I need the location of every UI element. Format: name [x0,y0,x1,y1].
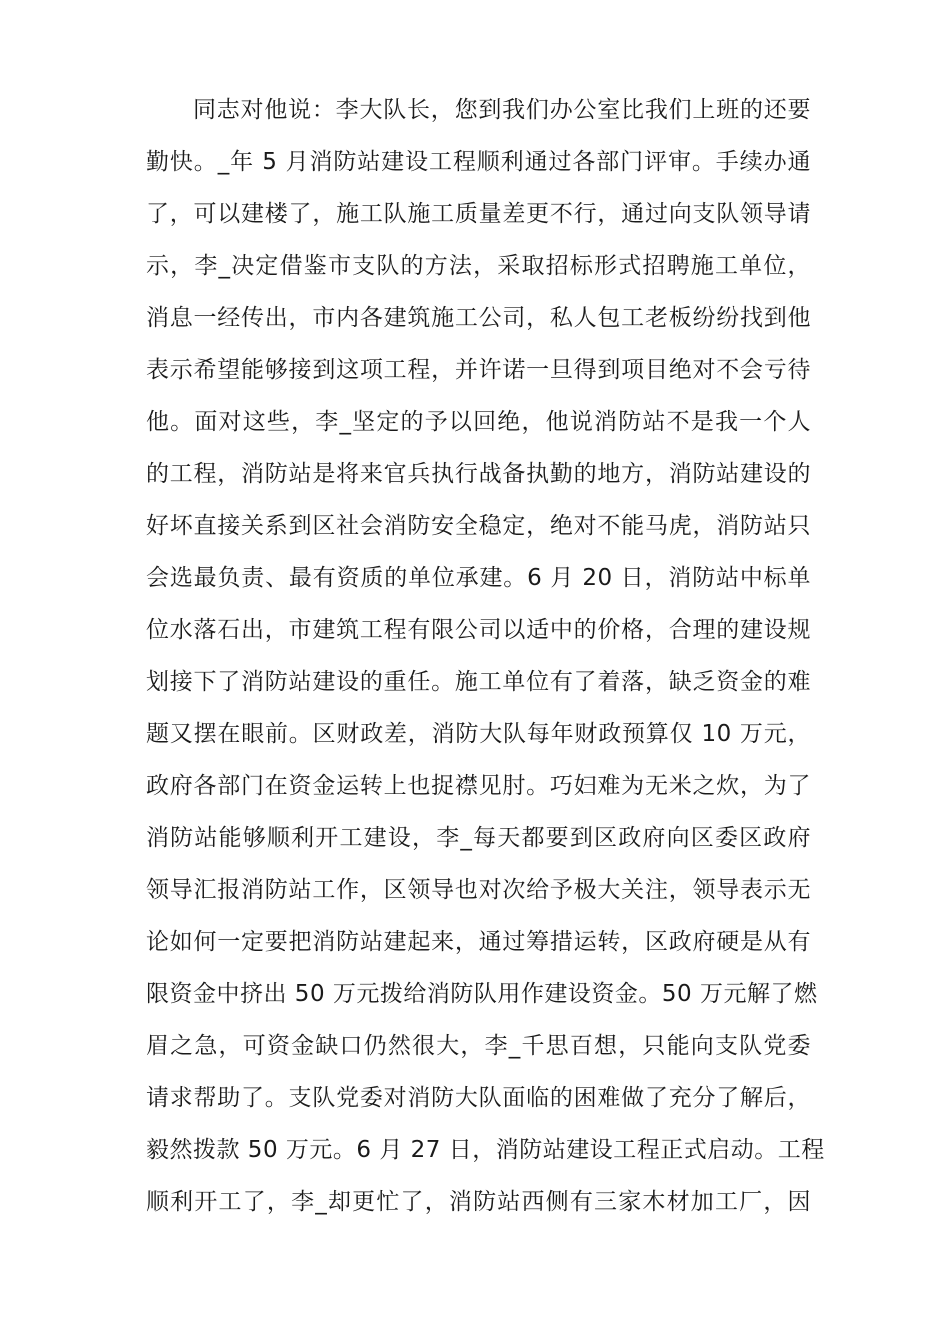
paragraph-line: 政府各部门在资金运转上也捉襟见肘。巧妇难为无米之炊，为了 [146,773,811,799]
paragraph-line: 位水落石出，市建筑工程有限公司以适中的价格，合理的建设规 [146,617,811,643]
paragraph-line: 消防站能够顺利开工建设，李_每天都要到区政府向区委区政府 [146,825,811,851]
paragraph-line: 论如何一定要把消防站建起来，通过筹措运转，区政府硬是从有 [146,929,811,955]
paragraph-line: 限资金中挤出 50 万元拨给消防队用作建设资金。50 万元解了燃 [146,981,818,1007]
paragraph-line: 顺利开工了，李_却更忙了，消防站西侧有三家木材加工厂，因 [146,1189,811,1215]
paragraph-line: 划接下了消防站建设的重任。施工单位有了着落，缺乏资金的难 [146,669,811,695]
paragraph-line: 消息一经传出，市内各建筑施工公司，私人包工老板纷纷找到他 [146,305,811,331]
paragraph-line: 好坏直接关系到区社会消防安全稳定，绝对不能马虎，消防站只 [146,513,811,539]
paragraph-line: 会选最负责、最有资质的单位承建。6 月 20 日，消防站中标单 [146,565,811,591]
paragraph-line: 的工程，消防站是将来官兵执行战备执勤的地方，消防站建设的 [146,461,811,487]
paragraph-line: 表示希望能够接到这项工程，并许诺一旦得到项目绝对不会亏待 [146,357,811,383]
paragraph-line: 示，李_决定借鉴市支队的方法，采取招标形式招聘施工单位， [146,253,811,279]
paragraph-line: 毅然拨款 50 万元。6 月 27 日，消防站建设工程正式启动。工程 [146,1137,825,1163]
paragraph-line: 同志对他说：李大队长，您到我们办公室比我们上班的还要 [193,97,811,123]
paragraph-line: 请求帮助了。支队党委对消防大队面临的困难做了充分了解后， [146,1085,811,1111]
paragraph-line: 题又摆在眼前。区财政差，消防大队每年财政预算仅 10 万元， [146,721,811,747]
paragraph-line: 了，可以建楼了，施工队施工质量差更不行，通过向支队领导请 [146,201,811,227]
paragraph-line: 眉之急，可资金缺口仍然很大，李_千思百想，只能向支队党委 [146,1033,811,1059]
paragraph-line: 他。面对这些，李_坚定的予以回绝，他说消防站不是我一个人 [146,409,811,435]
paragraph-line: 领导汇报消防站工作，区领导也对次给予极大关注，领导表示无 [146,877,811,903]
paragraph-line: 勤快。_年 5 月消防站建设工程顺利通过各部门评审。手续办通 [146,149,811,175]
